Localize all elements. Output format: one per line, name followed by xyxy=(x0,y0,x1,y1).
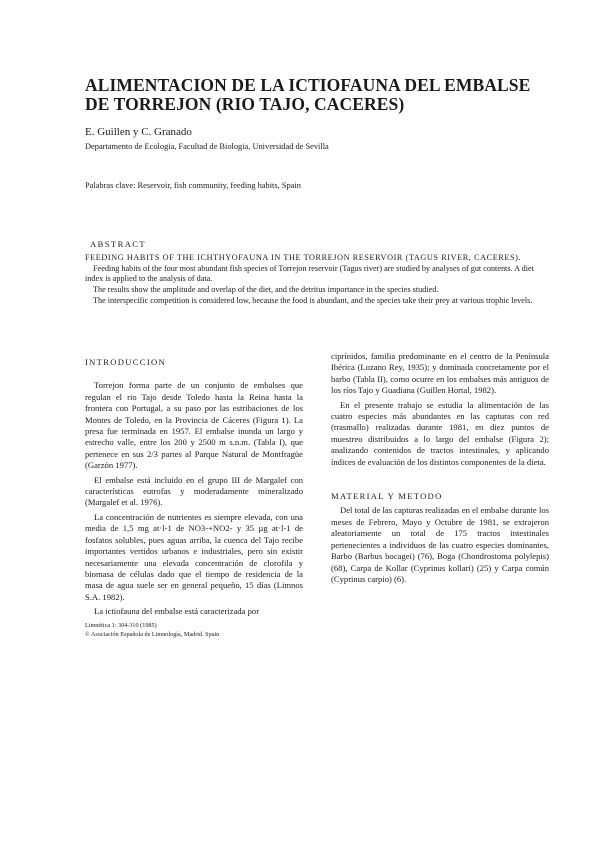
abstract-paragraph: Feeding habits of the four most abundant fish species of Torrejon reservoir (Tagus river) are studied by analyses of gut contents. A diet index is applied to the analysis of data. xyxy=(85,263,534,284)
body-paragraph: Torrejon forma parte de un conjunto de embalses que regulan el rio Tajo desde Toledo hasta la Reina hasta la frontera con Portugal, a su paso por las estribaciones de los Montes de Toledo, en la Provincia de Cáceres (Figura 1). La presa fue terminada en 1957. El embalse inunda un largo y estrecho valle, entre los 200 y 2500 m s.n.m. (Tabla I), que pertenece en sus 2/3 partes al Parque Natural de Montfragüe (Garzón 1977). xyxy=(85,380,303,471)
abstract-paragraph: The interspecific competition is considered low, because the food is abundant, and the species take their prey at various trophic levels. xyxy=(93,295,533,305)
title-line-1: ALIMENTACION DE LA ICTIOFAUNA DEL EMBALSE xyxy=(85,75,531,95)
footer-citation xyxy=(85,621,219,639)
authors: E. Guillen y C. Granado xyxy=(85,126,192,138)
title-line-2: DE TORREJON (RIO TAJO, CACERES) xyxy=(85,94,405,114)
body-paragraph: Del total de las capturas realizadas en el embalse durante los meses de Febrero, Mayo y Octubre de 1981, se extrajeron aleatoriamente un total de 175 tractos intestinales pertenecientes a individuos de las cuatro especies dominantes, Barbo (Barbus bocagei) (76), Boga (Chondrostoma polylepis) (68), Carpa de Kollar (Cyprinus kollari) (25) y Carpa común (Cyprinus carpio) (6). xyxy=(331,505,549,584)
body-paragraph: El embalse está incluido en el grupo III de Margalef con características eutrofas y moderadamente mineralizado (Margalef et al. 1976). xyxy=(85,474,303,508)
abstract-heading: ABSTRACT xyxy=(90,239,147,249)
abstract-body xyxy=(85,253,547,307)
section-gap xyxy=(331,471,549,491)
body-paragraph: En el presente trabajo se estudia la alimentación de las cuatro especies más abundantes en las capturas con red (trasmallo) realizadas durante 1981, en diez puntos de muestreo distribuidos a lo largo del embalse (Figura 2); analizando contenidos de tractos intestinales, y aplicando índices de evaluación de los distintos componentes de la dieta. xyxy=(331,399,549,467)
right-column xyxy=(331,351,549,588)
abstract-lead: FEEDING HABITS OF THE ICHTHYOFAUNA IN THE TORREJON RESERVOIR (TAGUS RIVER, CACERES). xyxy=(85,253,522,262)
footer-copyright: © Asociación Española de Limnología, Madrid. Spain xyxy=(85,631,220,638)
abstract-paragraph: The results show the amplitude and overlap of the diet, and the detritus importance in the species studied. xyxy=(93,285,439,295)
body-paragraph: ciprínidos, familia predominante en el centro de la Península Ibérica (Lozano Rey, 1935); y dominada concretamente por el barbo (Tabla II), como ocurre en los embalses más antiguos de los ríos Tajo y Guadiana (Guillen Hortal, 1982). xyxy=(331,351,549,396)
left-column xyxy=(85,357,303,621)
section-heading-introduccion: INTRODUCCION xyxy=(85,357,167,367)
paper-title xyxy=(85,76,555,114)
footer-journal: Limnética 1: 304-310 (1985) xyxy=(85,622,157,629)
body-paragraph: La concentración de nutrientes es siempre elevada, con una media de 1,5 mg at·l-1 de NO3-+NO2- y 35 µg at·l-1 de fosfatos solubles, pues aguas arriba, la cuenca del Tajo recibe importantes vertidos urbanos e industriales, pero sin existir necesariamente una elevada concentración de clorofila y biomasa de células dado que el tiempo de residencia de la masa de agua suele ser en general pequeño, 15 días (Limnos S.A. 1982). xyxy=(85,511,303,602)
body-paragraph: La ictiofauna del embalse está caracterizada por xyxy=(94,606,260,617)
section-heading-material-metodo: MATERIAL Y METODO xyxy=(331,491,443,502)
keywords: Palabras clave: Reservoir, fish community, feeding habits, Spain xyxy=(85,181,301,190)
department: Departamento de Ecologia, Facultad de Biologia, Universidad de Sevilla xyxy=(85,142,329,151)
